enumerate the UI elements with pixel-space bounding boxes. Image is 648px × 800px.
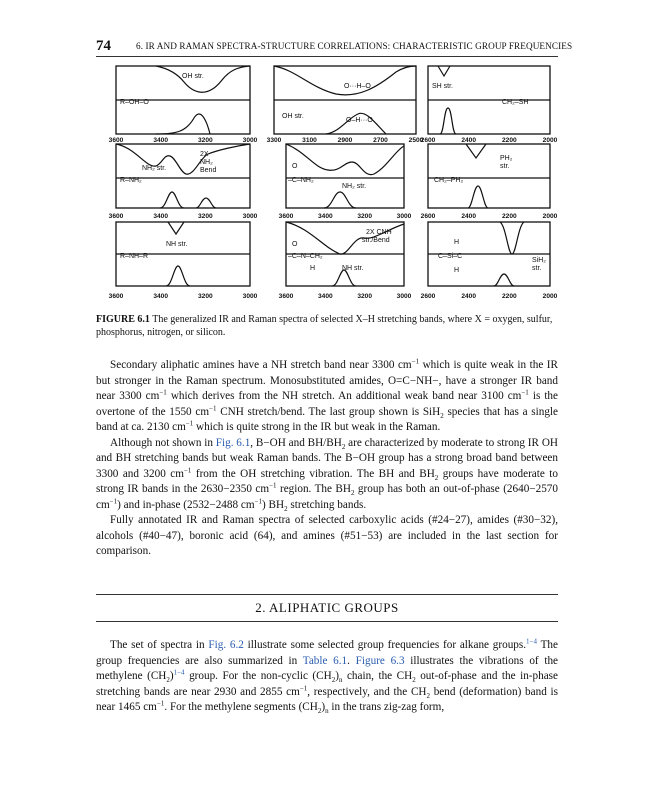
tick-label-row3_c-0: 2600 (420, 293, 436, 300)
tick-label-row1_b-4: 2500 (408, 137, 424, 144)
tick-label-row2_a-3: 3000 (242, 213, 258, 220)
tick-label-row1_b-1: 3100 (302, 137, 317, 144)
tick-label-row3_c-3: 2000 (542, 293, 558, 300)
panel-nh2-amide-formula: –C–NH₂ (288, 177, 314, 184)
tick-label-row2_c-3: 2000 (542, 213, 558, 220)
panel-sih2-h-top: H (454, 239, 460, 246)
running-header (96, 38, 573, 57)
panel-nh2-amine-bend: Bend (200, 167, 217, 174)
tick-label-row1_a-0: 3600 (108, 137, 124, 144)
tick-label-row2_b-0: 3600 (278, 213, 294, 220)
tick-label-row2_a-1: 3400 (153, 213, 169, 220)
tick-label-row2_a-0: 3600 (108, 213, 124, 220)
tick-label-row3_b-0: 3600 (278, 293, 294, 300)
paragraph-secondary-amines: Secondary aliphatic amines have a NH stretch band near 3300 $cm^{-1}$ which is quite weak in the IR but stronger in the Raman spectrum. Monosubstituted amides, O=C−NH−, have a stronger IR band near 3300 $cm^{-1}$ which derives from the NH stretch. An additional weak band near 3100 $cm^{-1}$ is the overtone of the 1550 $cm^{-1}$ CNH stretch/bend. The last group shown is SiH$_2$ species that has a single band at ca. 2130 $cm^{-1}$ which is quite strong in the IR but weak in the Raman. (96, 357, 558, 433)
body-text (96, 358, 558, 560)
paragraph-annotated: Fully annotated IR and Raman spectra of selected carboxylic acids (#24−27), amides (#30−32), alcohols (#40−47), boronic acid (64), and amines (#51−53) are included in the last section for comparison. (96, 514, 558, 557)
tick-label-row1_a-3: 3000 (242, 137, 258, 144)
table-6-1-link[interactable]: Table 6.1 (302, 654, 348, 667)
tick-label-row1_b-0: 3300 (266, 137, 282, 144)
panel-nh2-amine-label: NH₂ str. (142, 165, 167, 172)
tick-label-row3_c-1: 2400 (461, 293, 477, 300)
fig-6-3-link[interactable]: Figure 6.3 (355, 654, 405, 667)
figure-6-1 (96, 58, 558, 308)
tick-label-row1_c-2: 2200 (501, 137, 517, 144)
paragraph-aliphatic: The set of spectra in Fig. 6.2 illustrate some selected group frequencies for alkane groups.$^{1-4}$ The group frequencies are also summarized in Table 6.1. Figure 6.3 illustrates the vibrations of the methylene $(CH_2)^{1-4}$ group. For the non-cyclic $(CH_2)_n$ chain, the $CH_2$ out-of-phase and the in-phase stretching bands are near 2930 and 2855 $cm^{-1}$, respectively, and the $CH_2$ bend (deformation) band is near 1465 $cm^{-1}$. For the methylene segments $(CH_2)_n$ in the trans zig-zag form, (96, 637, 559, 716)
panel-oh-alcohol-formula: R–OH–O (120, 99, 149, 106)
tick-label-row2_a-2: 3200 (197, 213, 213, 220)
panel-nh2-amine-nh2: NH₂ (200, 159, 213, 166)
panel-nh-amide-cnh: 2X CNH (366, 229, 392, 236)
tick-label-row1_c-3: 2000 (542, 137, 558, 144)
panel-ph2-str: str. (500, 163, 510, 170)
panel-oh-alcohol-label: OH str. (182, 73, 204, 80)
tick-label-row2_b-1: 3400 (317, 213, 333, 220)
tick-label-row2_b-2: 3200 (357, 213, 373, 220)
tick-label-row2_c-2: 2200 (501, 213, 517, 220)
fig-6-2-link[interactable]: Fig. 6.2 (208, 639, 244, 651)
panel-nh-amide-h: H (310, 265, 316, 272)
figure-caption-label: FIGURE 6.1 (96, 314, 150, 325)
tick-label-row1_b-2: 2900 (337, 137, 353, 144)
panel-nh-amide-bend: str./Bend (362, 237, 390, 244)
tick-label-row3_b-3: 3000 (396, 293, 412, 300)
figure-caption-text: The generalized IR and Raman spectra of selected X–H stretching bands, where X = oxygen, sulfur, phosphorus, nitrogen, or silicon. (96, 314, 553, 338)
tick-label-row3_b-1: 3400 (317, 293, 333, 300)
panel-sih2-h-bot: H (454, 267, 460, 274)
panel-nh2-amide-label: NH₂ str. (342, 183, 367, 190)
page-number: 74 (96, 38, 111, 54)
panel-sih2-str: str. (532, 265, 542, 272)
panel-oh-acid-bottom: O–H···O (346, 117, 373, 124)
panel-ph2-formula: CH₂–PH₂ (434, 177, 464, 184)
panel-ph2-label: PH₂ (500, 155, 513, 162)
tick-label-row1_a-2: 3200 (197, 137, 213, 144)
panel-oh-acid-label: OH str. (282, 113, 304, 120)
panel-sh-formula: CH₂–SH (502, 99, 529, 106)
tick-label-row3_c-2: 2200 (501, 293, 517, 300)
tick-label-row1_c-1: 2400 (461, 137, 477, 144)
tick-label-row3_a-2: 3200 (197, 293, 213, 300)
paragraph-boron: Although not shown in Fig. 6.1, B−OH and $BH/BH_2$ are characterized by moderate to strong IR OH and BH stretching bands but weak Raman bands. The B−OH group has a strong broad band between 3300 and 3200 $cm^{-1}$ from the OH stretching vibration. The BH and $BH_2$ groups have moderate to strong IR bands in the 2630−2350 $cm^{-1}$ region. The $BH_2$ group has both an out-of-phase (2640−2570 $cm^{-1}$) and in-phase (2532−2488 $cm^{-1}$) $BH_2$ stretching bands. (96, 436, 558, 513)
tick-label-row1_b-3: 2700 (373, 137, 388, 144)
panel-nh-sec-label: NH str. (166, 241, 188, 248)
tick-label-row1_c-0: 2600 (420, 137, 436, 144)
tick-label-row2_c-1: 2400 (461, 213, 477, 220)
tick-label-row1_a-1: 3400 (153, 137, 169, 144)
panel-sih2-label: SiH₂ (532, 257, 546, 264)
panel-nh-sec-formula: R–NH–R (120, 253, 149, 260)
panel-nh-amide-label: NH str. (342, 265, 364, 272)
panel-nh-amide-oxygen: O (292, 241, 298, 248)
tick-label-row3_a-0: 3600 (108, 293, 124, 300)
running-title: 6. IR AND RAMAN SPECTRA-STRUCTURE CORRELATIONS: CHARACTERISTIC GROUP FREQUENCIES (136, 41, 573, 51)
panel-nh-amide-formula: –C–N–CH₂ (288, 253, 323, 260)
panel-oh-acid-top: O···H–O (344, 83, 371, 90)
tick-label-row2_b-3: 3000 (396, 213, 412, 220)
panel-sh-label: SH str. (432, 83, 454, 90)
tick-label-row3_a-1: 3400 (153, 293, 169, 300)
tick-label-row2_c-0: 2600 (420, 213, 436, 220)
tick-label-row3_a-3: 3000 (242, 293, 258, 300)
body-text-aliphatic (96, 638, 558, 716)
figure-caption (96, 313, 558, 339)
panel-nh2-amine-2x: 2X (200, 151, 209, 158)
panel-sih2-formula: C–Si–C (438, 253, 463, 260)
panel-nh2-amine-formula: R–NH₂ (120, 177, 142, 184)
panel-nh2-amide-oxygen: O (292, 163, 298, 170)
fig-6-1-link[interactable]: Fig. 6.1 (215, 436, 251, 449)
section-heading: 2. ALIPHATIC GROUPS (96, 594, 558, 622)
tick-label-row3_b-2: 3200 (357, 293, 373, 300)
